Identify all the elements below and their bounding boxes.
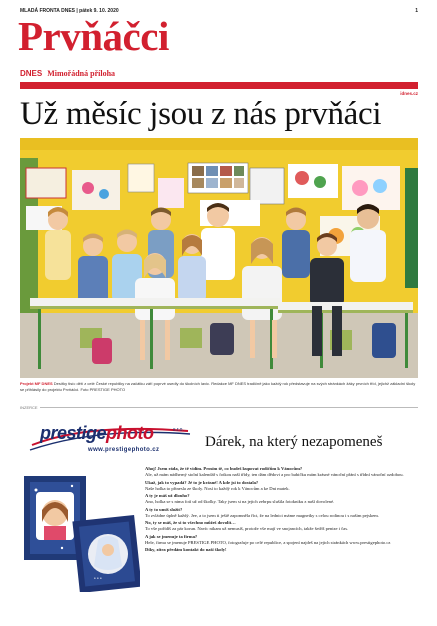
ad-products-image	[22, 470, 140, 592]
svg-text:• • •: • • •	[94, 577, 102, 582]
page-number: 1	[415, 8, 418, 14]
caption-credit: Foto PRESTIGE PHOTO	[80, 386, 126, 392]
publication-line: MLADÁ FRONTA DNES | pátek 9. 10. 2020	[20, 8, 119, 14]
prestige-photo-logo	[28, 423, 193, 465]
ad-question: Ahoj! Jsem ráda, že tě vidím. Prosím tě, co budeš kupovat rodičům k Vánocům?	[145, 466, 303, 471]
masthead-title: Prvňáčci	[18, 13, 169, 59]
logo-suffix: s.r.o.	[173, 427, 184, 433]
section-label: Mimořádná příloha	[47, 69, 116, 78]
ad-answer: To vše pořídíš za pár korun. Navíc nikam už nemusíš, protože vše mají ve snojancích, takže šetříš penize i čas.	[145, 526, 349, 532]
caption-text: Desítky tisíc dětí z celé České republiky na začátku září poprvé usedly do školních lavic. Redakce MF DNES tradičně jako každý rok představuje na svých stránkách žáky prvních tříd, jejichž základní školy se přihlásily do projektu Prvňáčci.	[20, 381, 416, 392]
ad-answer: Ano, holka se s nima fotí už od školky. Taky jsem si na jejich zebrpu slušila fotokniku z naší dovolené.	[145, 499, 335, 505]
ad-divider	[40, 407, 418, 408]
ad-question: No, ty se máš, že si to všechno můžeš dovolit…	[145, 520, 236, 526]
logo-url[interactable]: www.prestigephoto.cz	[88, 447, 160, 453]
ad-question: Ukaž, jak to vypadá? Jé to je krásné! A kde jsi to dostala?	[145, 479, 259, 485]
ad-dialogue	[145, 466, 415, 554]
class-photo	[20, 138, 418, 378]
caption-lead: Projekt MF DNES	[20, 381, 53, 386]
logo-wordmark: prestigephoto	[40, 423, 154, 443]
section-line	[20, 69, 115, 78]
section-brand: DNES	[20, 69, 43, 78]
ad-answer: Naše holka to přinesla ze školy. Nosí to každý rok k Vánocům a ke Dni matek.	[145, 485, 290, 491]
red-rule	[20, 82, 418, 89]
photo-caption	[20, 381, 418, 392]
ad-title: Dárek, na který nezapomeneš	[205, 434, 383, 450]
ad-closing: Díky, zítra předám kontakt do naší školy!	[145, 547, 227, 553]
ad-label: INZERCE	[20, 405, 38, 410]
ad-question: A jak se jmenuje ta firma?	[145, 533, 198, 539]
headline: Už měsíc jsou z nás prvňáci	[20, 96, 382, 132]
ad-question: A ty je máš už dlouho?	[145, 493, 190, 499]
ad-answer: Hele, firma se jmenuje PRESTIGE PHOTO, fotografuje po celé republice, a spojení najdeš na jejich stránkách www.prestigephoto.cz	[145, 539, 391, 545]
ad-question: A ty to umíš složit?	[145, 506, 183, 512]
site-url[interactable]: idnes.cz	[400, 91, 418, 96]
ad-answer: Ale, už mám nádherný stolní kalendář s fotkou naší třídy, ten dám dědovi a pro babičku mám krásné vánoční přání s třídní vánoční ozdobou.	[145, 472, 404, 478]
ad-answer: To zvládne úplně každý. Jee, a to jsem ti ještě zapomněla říct, že na lednici máme magnetky s celou rodinou i s našim pejskem.	[145, 512, 380, 518]
